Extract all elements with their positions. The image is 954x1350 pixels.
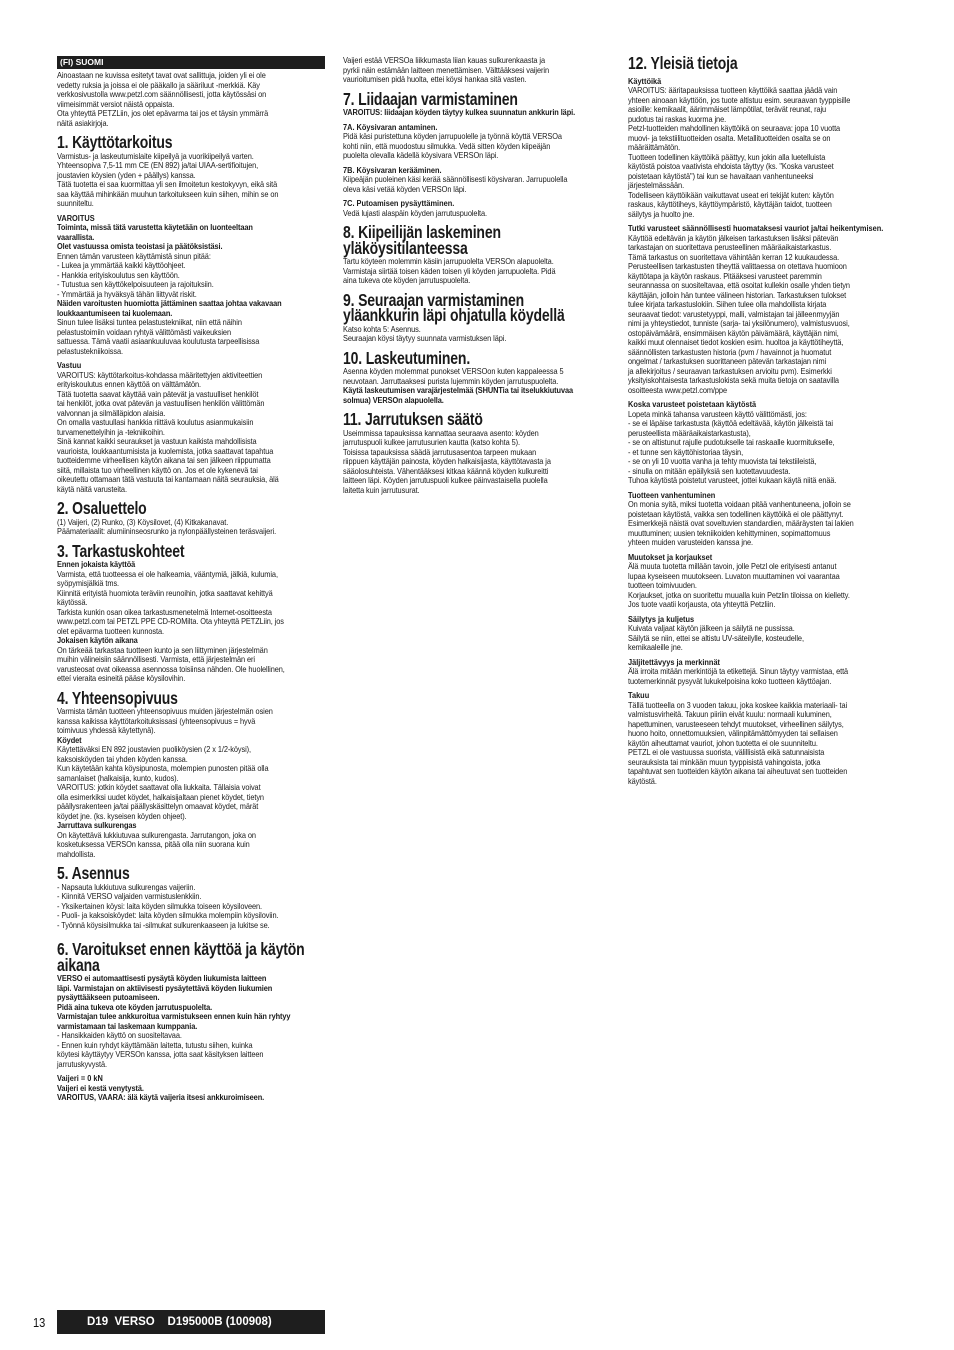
section-11-text: Useimmissa tapauksissa kannattaa seuraava asento: köyden jarrutuspuoli kulkee jarrutusurien kautta (katso kohta 5). Toisissa tapauksissa säädä jarrutusasentoa tarpeen mukaan riippuen käyttäjän painosta, köyden halkaisijasta, käyttötavasta ja sääolosuhteista. Vähentääksesi kitkaa käännä köyden kulkureitti laitteen läpi. Köyden jarrutuspuoli kulkee päinvastaisella puolella laitetta kuin jarrutusurat. [343,427,551,495]
section-3-text-2: On tärkeää tarkastaa tuotteen kunto ja sen liittyminen järjestelmän muihin välineisiin säännöllisesti. Varmista, että järjestelmän eri varusteosat ovat oikeassa asennossa toisiinsa nähden. Ole huolellinen, etteí vieraita esineitä pääse köysilovihin. [57,644,285,683]
storage-text: Kuivata valjaat käytön jälkeen ja säilytä ne pussissa. Säilytä se niin, ettei se altistu UV-säteilylle, kosteudelle, kemikaaleille jne. [628,623,804,652]
section-7b-label: 7B. Köysivaran kerääminen. [343,164,442,175]
warning-label: VAROITUS [57,212,95,223]
section-9-text: Katso kohta 5: Asennus. Seuraajan köysi täytyy suunnata varmistuksen läpi. [343,323,507,343]
section-1-title: 1. Käyttötarkoitus [57,132,173,152]
section-7a-text: Pidä käsi puristettuna köyden jarrupuolelle ja työnnä köyttä VERSOa kohti niin, että muodostuu silmukka. Vedä sitten köyden kiipeäjän puolelta olevalla kädellä köysivara VERSOn läpi. [343,131,562,160]
section-7b-text: Kiipeäjän puoleinen käsi kerää säännöllisesti köysivaran. Jarrupuolella oleva käsi vetää köyden VERSOn läpi. [343,174,568,194]
marking-label: Jäljitettävyys ja merkinnät [628,656,721,667]
document-reference-bar: D19 VERSO D195000B (100908) [57,1310,325,1334]
section-2-text: (1) Vaijeri, (2) Runko, (3) Köysilovet, (4) Kitkakanavat. Päämateriaalit: alumiininseosrunko ja nylonpäällysteinen teräsvaijeri. [57,516,277,536]
section-3-title: 3. Tarkastuskohteet [57,540,185,561]
section-6-title: 6. Varoitukset ennen käyttöä ja käytön aikana [57,939,305,975]
warning-bold-2: Näiden varoitusten huomiotta jättäminen saattaa johtaa vakavaan loukkaantumiseen tai kuolemaan. [57,298,282,318]
section-4-text-2: Käytettäväksi EN 892 joustavien puoliköysien (2 x 1/2-köysi), kaksoisköyden tai yhden köyden kanssa. Kun käytetään kahta köysipunosta, molempien punosten pitää olla samanlaiset (halkaisija, kunto, kudos). VAROITUS: jotkin köydet saattavat olla liukkaita. Tällaisia voivat olla esimerkiksi uudet köydet, halkaisijaltaan pienet köydet, tietyn päällysrakenteen ja/tai päällyskäsittelyn omaavat köydet, märät köydet jne. (ks. kyseisen köyden ohjeet). [57,744,269,821]
modifications-label: Muutokset ja korjaukset [628,551,713,562]
section-8-title: 8. Kiipeilijän laskeminen yläköysitilanteessa [343,222,501,258]
section-11-title: 11. Jarrutuksen säätö [343,409,483,429]
responsibility-label: Vastuu [57,360,82,370]
section-5-title: 5. Asennus [57,863,130,883]
inspection-label: Tutki varusteet säännöllisesti huomataksesi vauriot ja/tai heikentymisen. [628,223,884,233]
section-7c-text: Vedä lujasti alaspäin köyden jarrutuspuolelta. [343,207,487,218]
language-bar: (FI) SUOMI [57,56,325,69]
section-8-text: Tartu köyteen molemmin käsiin jarrupuolelta VERSOn alapuolelta. Varmistaja siirtää toisen käden toisen yli köyden jarrupuolelta. Pidä aina tukeva ote köyden jarrutuspuolelta. [343,256,556,285]
retire-label: Koska varusteet poistetaan käytöstä [628,399,757,409]
section-4-label-1: Köydet [57,734,82,745]
lifetime-text-2: Tuotteen todellinen käyttöikä päättyy, kun jokin alla luetelluista käytöstä poistoa vaativista ehdoista täyttyy (ks. "Koska varusteet poistetaan käytöstä") tai kun se havaitaan vanhentuneeksi järjestelmässään. Todelliseen käyttöikään vaikuttavat useat eri tekijät kuten: käytön raskaus, käyttötiheys, käyttöympäristö, käyttäjän taidot, tuotteen säilytys ja huolto jne. [628,151,834,219]
storage-label: Säilytys ja kuljetus [628,613,695,624]
section-2-title: 2. Osaluettelo [57,498,147,518]
section-4-text-3: On käytettävä lukkiutuvaa sulkurengasta. Jarrutangon, joka on kosketuksessa VERSOn kanssa, pitää olla niin suorana kuin mahdollista. [57,829,256,859]
section-3-label-2: Jokaisen käytön aikana [57,635,138,645]
section-10-bold: Käytä laskeutumisen varajärjestelmää (SHUNTia tai itselukkiutuvaa solmua) VERSOn alapuolella. [343,385,574,405]
section-7-title: 7. Liidaajan varmistaminen [343,88,518,109]
page-footer [33,1310,272,1334]
section-6-label: Vaijeri = 0 kN [57,1073,103,1083]
obsolescence-text: On monia syitä, miksi tuotetta voidaan pitää vanhentuneena, jolloin se poistetaan käytöstä, vaikka sen todellinen käyttöikä ei ole päättynyt. Esimerkkejä näistä ovat soveltuvien standardien, määräysten tai lakien muuttuminen; uusien tekniikoiden kehittyminen, sopimattomuus yhteen muiden varusteiden kanssa jne. [628,499,854,547]
retire-text: Lopeta minkä tahansa varusteen käyttö välittömästi, jos: - se ei läpäise tarkastusta (käyttöä edeltävää, käytön jälkeistä tai perusteellista määräaikaistarkastusta), - se on altistunut rajulle pudotukselle tai raskaalle kuormitukselle, - et tunne sen käyttöhistoriaa täysin, - se on yli 10 vuotta vanha ja tehty muovista tai tekstiileistä, - sinulla on mitään epäilyksiä sen luotettavuudesta. Tuhoa käytöstä poistetut varusteet, jottei kukaan käytä niitä enää. [628,408,837,485]
warranty-label: Takuu [628,690,650,700]
section-7c-label: 7C. Putoamisen pysäyttäminen. [343,198,455,208]
section-6-bold-2: Vaijeri ei kestä venytystä. VAROITUS, VAARA: älä käytä vaijeria itsesi ankkuroimiseen. [57,1082,265,1102]
lifetime-label: Käyttöikä [628,75,662,86]
section-6-bold-1: VERSO ei automaattisesti pysäytä köyden liukumista laitteen läpi. Varmistajan on aktiivisesti pysäytettävä köyden liukumien pysäyttääkseen putoamiseen. Pidä aina tukeva ote köyden jarrutuspuolelta. Varmistajan tulee ankkuroitua varmistukseen ennen kuin hän ryhtyy varmistamaan tai laskemaan kumppania. [57,973,291,1031]
section-12-title: 12. Yleisiä tietoja [628,53,738,73]
column-left [57,56,325,1103]
page-number: 13 [33,1314,46,1330]
obsolescence-label: Tuotteen vanhentuminen [628,489,716,500]
section-5-text: - Napsauta lukkiutuva sulkurengas vaijeriin. - Kiinnitä VERSO valjaiden varmistuslenkkiin. - Yksikertainen köysi: laita köyden silmukka toiseen köysiloveen. - Puoli- ja kaksoisköydet: laita köyden silmukka molempiin köysiloviin. - Työnnä köysisilmukka tai -silmukat sulkurenkaaseen ja lukitse se. [57,881,279,930]
section-6-text: - Hansikkaiden käyttö on suositeltavaa. - Ennen kuin ryhdyt käyttämään laitetta, tutustu siihen, kuinka köytesi käyttäytyy VERSOn kanssa, jotta saat käsityksen laitteen jarrutuskyvystä. [57,1030,264,1069]
warranty-text: Tällä tuotteella on 3 vuoden takuu, joka koskee kaikkia materiaali- tai valmistusvirheitä. Takuun piiriin eivät kuulu: normaali kuluminen, hapettuminen, varusteeseen tehdyt muutokset, virheellinen säilytys, huono hoito, onnettomuuksien, välinpitämättömyyden tai sellaisen käytön aiheuttamat vauriot, johon tuotetta ei ole suunniteltu. PETZL ei ole vastuussa suorista, välillisistä eikä satunnaisista seurauksista tai minkään muun tyyppisistä vahingoista, jotka tapahtuvat sen tuotteiden käytön aikana tai aiheutuvat sen tuotteiden käytöstä. [628,699,848,786]
section-4-label-2: Jarruttava sulkurengas [57,820,137,830]
section-9-title: 9. Seuraajan varmistaminen yläankkurin läpi ohjatulla köydellä [343,289,565,325]
responsibility-text: VAROITUS: käyttötarkoitus-kohdassa määritettyjen aktiviteettien erityiskoulutus ennen käyttöä on välttämätön. Tätä tuotetta saavat käyttää vain pätevät ja vastuulliset henkilöt tai henkilöt, jotka ovat pätevän ja vastuullisen henkilön välittömän valvonnan ja silmälläpidon alaisia. On omalla vastuullasi hankkia riittävä koulutus asianmukaisiin turvamenettelyihin ja -tekniikoihin. Sinä kannat kaikki seuraukset ja vastuun kaikista mahdollisista vaurioista, loukkaantumisista ja kuolemista, jotka saattavat tapahtua tuotteidemme virheellisen käytön aikana tai sen jälkeen riippumatta siitä, millaista tuo virheellinen käyttö on. Jos et ole kykenevä tai oikeutettu ottamaan tätä vastuuta tai kantamaan näitä seurauksia, älä käytä näitä varusteita. [57,369,279,494]
warning-bold-1: Toiminta, missä tätä varustetta käytetään on luonteeltaan vaarallista. Olet vastuussa omista teoistasi ja päätöksistäsi. [57,222,253,251]
column-right [628,53,896,786]
inspection-text: Käyttöä edeltävän ja käytön jälkeisen tarkastuksen lisäksi pätevän tarkastajan on suoritettava perusteellinen määräaikaistarkastus. Tämä tarkastus on suoritettava vähintään kerran 12 kuukaudessa. Perusteellisen tarkastusten tiheyttä valittaessa on otettava huomioon käyttötapa ja käytön raskaus. Pitääksesi varusteet paremmin seurannassa on suositeltavaa, että osoitat kullekin osalle yhden tietyn käyttäjän, jolloin hän tuntee välineen historian. Tarkastuksen tulokset tulee kirjata tarkastuslokiin. Siihen tulee olla mahdollista kirjata seuraavat tiedot: varustetyyppi, malli, valmistajan tai jälleenmyyjän nimi ja yhteystiedot, tunniste (sarja- tai yksilönumero), valmistusvuosi, ostopäivämäärä, ensimmäisen käytön päivämäärä, käyttäjän nimi, kaikki muut olennaiset tiedot koskien esim. huoltoa ja käyttötiheyttä, säännöllisten tarkastusten historia (pvm / havainnot ja huomatut ongelmat / tarkastuksen suorittaneen pätevän tarkastajan nimi ja allekirjoitus / seuraavan tarkastuksen arvioitu pvm). Esimerkki yksityiskohtaisesta tarkastuslokista sekä muita tietoja on saatavilla osoitteesta www.petzl.com/ppe [628,232,850,395]
section-3-text-1: Varmista, että tuotteessa ei ole halkeamia, vääntymiä, jälkiä, kulumia, syöpymisjälkiä tms. Kiinnitä erityistä huomiota teräviin reunoihin, jotka saattavat kehittyä käytössä. Tarkista kunkin osan oikea tarkastusmenetelmä Internet-osoitteesta www.petzl.com tai PETZL PPE CD-ROMilta. Ota yhteyttä PETZLiin, jos olet epävarma tuotteen kunnosta. [57,568,284,636]
warning-text-1: Ennen tämän varusteen käyttämistä sinun pitää: - Lukea ja ymmärtää kaikki käyttöohjeet. - Hankkia erityiskoulutus sen käyttöön. - Tutustua sen käyttökelpoisuuteen ja rajoituksiin. - Ymmärtää ja hyväksyä tähän liittyvät riskit. [57,250,214,299]
section-4-title: 4. Yhteensopivuus [57,687,178,708]
lifetime-text-1: VAROITUS: ääritapauksissa tuotteen käyttöikä saattaa jäädä vain yhteen ainoaan käyttöön, jos tuote altistuu esim. seuraavan tyyppisille asioille: kemikaalit, äärimmäiset lämpötilat, terävät reunat, raju pudotus tai raskas kuorma jne. Petzl-tuotteiden mahdollinen käyttöikä on seuraava: jopa 10 vuotta muovi- ja tekstiilituotteiden osalta. Metallituotteiden osalta se on määräittämätön. [628,85,851,152]
intro-text: Ainoastaan ne kuvissa esitetyt tavat ovat sallittuja, joiden yli ei ole vedetty ruksia ja joissa ei ole pääkallo ja sääriluut -merkkiä. Käy verkkosivustolla www.petzl.com säännöllisesti, jotta käytössäsi on viimeisimmät versiot näistä oppaista. Ota yhteyttä PETZLiin, jos olet epävarma tai jos et täysin ymmärrä näitä asiakirjoja. [57,70,269,128]
section-7-warning: VAROITUS: liidaajan köyden täytyy kulkea suunnatun ankkurin läpi. [343,107,576,117]
section-10-title: 10. Laskeutuminen. [343,347,471,368]
marking-text: Älä irroita mitään merkintöjä ta etikettejä. Sinun täytyy varmistaa, että tuotemerkinnät pysyvät lukukelpoisina koko tuotteen käyttöajan. [628,666,849,686]
warning-text-2: Sinun tulee lisäksi tuntea pelastustekniikat, niin että näihin pelastustoimiin voidaan ryhtyä välittömästi vaikeuksien sattuessa. Tämä vaatii asiaankuuluvaa koulutusta tarpeellisissa pelastustekniikoissa. [57,317,260,356]
section-3-label-1: Ennen jokaista käyttöä [57,559,136,569]
section-4-text-1: Varmista tämän tuotteen yhteensopivuus muiden järjestelmän osien kanssa kaikissa käyttötarkoituksissasi (yhteensopivuus = hyvä toimivuus yhdessä käytettynä). [57,706,273,735]
col2-intro-text: Vaijeri estää VERSOa liikkumasta liian kauas sulkurenkaasta ja pyrkii näin estämään laitteen menettämisen. Välttääksesi vaijerin vaurioitumisen pidä huolta, ettei köysi hankaa sitä vasten. [343,55,549,84]
column-middle [343,56,609,495]
section-7a-label: 7A. Köysivaran antaminen. [343,121,438,132]
section-10-text: Asenna köyden molemmat punokset VERSOon kuten kappaleessa 5 neuvotaan. Jarruttaaksesi purista lujemmin köyden jarrutuspuolelta. [343,366,564,386]
modifications-text: Älä muuta tuotetta millään tavoin, jolle Petzl ole erityisesti antanut lupaa kyseiseen muutokseen. Luvaton muuttaminen voi vaarantaa tuotteen toimivuuden. Korjaukset, jotka on suoritettu muualla kuin Petzlin tiloissa on kielletty. Jos tuote vaatii korjausta, ota yhteyttä Petzliin. [628,561,850,609]
section-1-text: Varmistus- ja laskeutumislaite kiipeilyä ja vuorikiipeilyä varten. Yhteensopiva 7,5-11 mm CE (EN 892) ja/tai UIAA-sertifioitujen, joustavien köysien (yden + päällys) kanssa. Tätä tuotetta ei saa kuormittaa yli sen ilmoitetun kestokyvyn, eikä sitä saa käyttää mihinkään muuhun tarkoitukseen kuin siihen, mihin se on suunniteltu. [57,150,279,208]
